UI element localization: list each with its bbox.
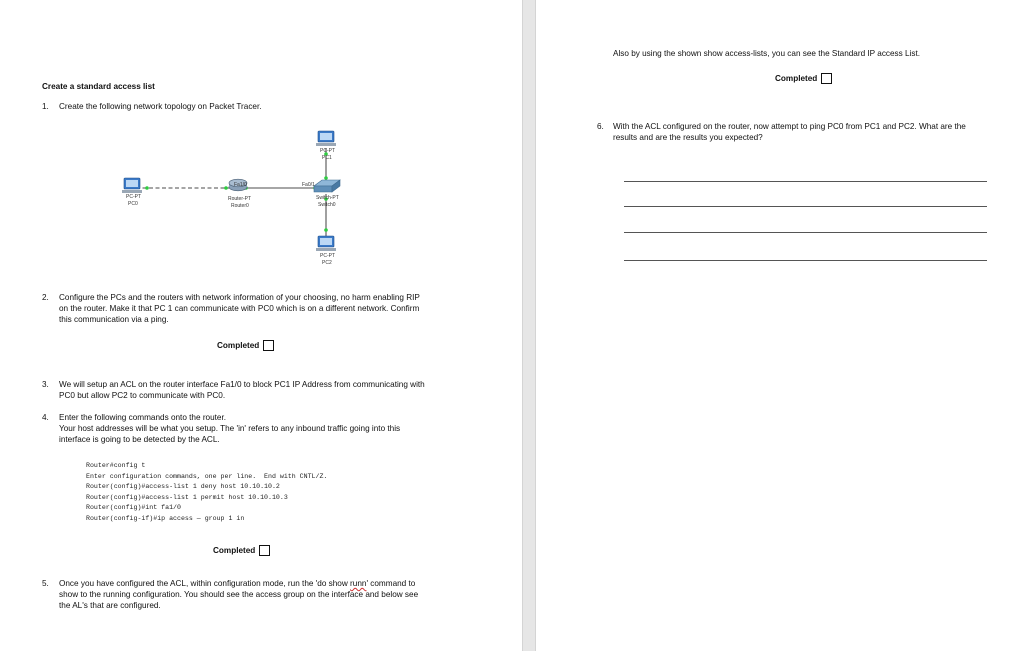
step2-line: on the router. Make it that PC 1 can communicate with PC0 which is on a different network. Confirm: [59, 304, 420, 313]
step2-line: this communication via a ping.: [59, 315, 169, 324]
code-line: Router(config-if)#ip access — group 1 in: [86, 514, 245, 522]
right-page: [536, 0, 1024, 651]
completed-label: Completed: [775, 74, 818, 83]
pc2-type-label: PC-PT: [320, 253, 335, 259]
step1-number: 1.: [42, 102, 49, 111]
pc0-type-label: PC-PT: [126, 194, 141, 200]
router-config-code: [86, 461, 327, 524]
step4-number: 4.: [42, 413, 49, 422]
spellcheck-word: runn: [350, 579, 367, 588]
link-up-icon: [145, 186, 149, 190]
answer-line[interactable]: [624, 260, 987, 261]
step6-line: results and are the results you expected?: [613, 133, 763, 142]
completed-label: Completed: [217, 341, 260, 350]
step5-number: 5.: [42, 579, 49, 588]
step6-number: 6.: [597, 122, 604, 131]
link-up-icon: [324, 228, 328, 232]
switch-type-label: Switch-PT: [316, 195, 339, 201]
step5-line: the AL's that are configured.: [59, 601, 161, 610]
step3-line: PC0 but allow PC2 to communicate with PC0.: [59, 391, 226, 400]
pc1-type-label: PC-PT: [320, 148, 335, 154]
checkbox[interactable]: [821, 73, 832, 84]
pc0-name-label: PC0: [128, 201, 138, 207]
switch-icon: [314, 180, 340, 192]
step4-line: Your host addresses will be what you setup. The 'in' refers to any inbound traffic going into this: [59, 424, 401, 433]
router-iface-label: Fa1/0: [234, 182, 247, 188]
step1-text: Create the following network topology on Packet Tracer.: [59, 102, 262, 111]
step4-line: interface is going to be detected by the ACL.: [59, 435, 220, 444]
checkbox[interactable]: [259, 545, 270, 556]
step2-line: Configure the PCs and the routers with network information of your choosing, no harm enabling RIP: [59, 293, 420, 302]
network-topology-diagram: [110, 126, 370, 272]
pc2-icon: [316, 236, 336, 251]
checkbox[interactable]: [263, 340, 274, 351]
pc1-icon: [316, 131, 336, 146]
page-gutter: [522, 0, 536, 651]
switch-iface-label: Fa0/1: [302, 182, 315, 188]
router-type-label: Router-PT: [228, 196, 252, 202]
step5-line: show to the running configuration. You should see the access group on the interface and below see: [59, 590, 419, 599]
completed-label: Completed: [213, 546, 256, 555]
completed-checkbox-1[interactable]: [217, 340, 274, 351]
answer-line[interactable]: [624, 206, 987, 207]
section-heading: Create a standard access list: [42, 82, 155, 91]
link-up-icon: [324, 176, 328, 180]
right-intro-text: Also by using the shown show access-lists, you can see the Standard IP access List.: [613, 49, 921, 58]
pc1-name-label: PC1: [322, 155, 332, 161]
pc0-icon: [122, 178, 142, 193]
step6-line: With the ACL configured on the router, now attempt to ping PC0 from PC1 and PC2. What are the: [613, 122, 966, 131]
code-line: Router(config)#int fa1/0: [86, 504, 181, 511]
code-line: Router(config)#access-list 1 permit host 10.10.10.3: [86, 493, 288, 501]
link-up-icon: [224, 186, 228, 190]
code-line: Enter configuration commands, one per line. End with CNTL/Z.: [86, 472, 328, 480]
code-line: Router(config)#access-list 1 deny host 10.10.10.2: [86, 483, 280, 490]
answer-line[interactable]: [624, 232, 987, 233]
step3-line: We will setup an ACL on the router interface Fa1/0 to block PC1 IP Address from communicating with: [59, 380, 425, 389]
completed-checkbox-2[interactable]: [213, 545, 270, 556]
step4-line: Enter the following commands onto the router.: [59, 413, 227, 422]
code-line: Router#config t: [86, 462, 146, 469]
answer-line[interactable]: [624, 181, 987, 182]
pc2-name-label: PC2: [322, 260, 332, 266]
router-name-label: Router0: [231, 203, 249, 209]
step2-number: 2.: [42, 293, 49, 302]
step3-number: 3.: [42, 380, 49, 389]
switch-name-label: Switch0: [318, 202, 336, 208]
step5-line: Once you have configured the ACL, within configuration mode, run the 'do show runn' command to: [59, 579, 416, 588]
completed-checkbox-3[interactable]: [775, 73, 832, 84]
